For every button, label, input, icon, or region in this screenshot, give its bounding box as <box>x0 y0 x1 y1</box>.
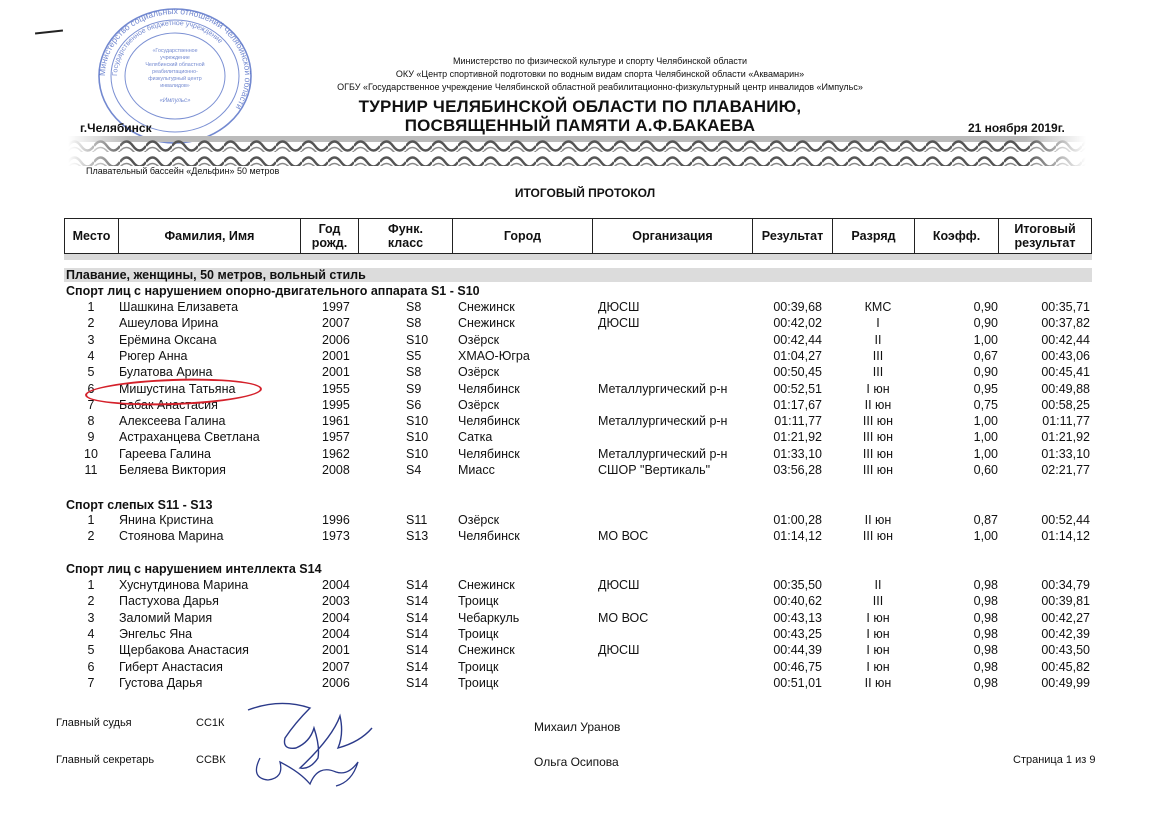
cell-final: 00:42,39 <box>1041 626 1090 641</box>
cell-cls: S14 <box>406 578 429 592</box>
cell-final: 00:49,99 <box>1041 675 1090 690</box>
cell-coef: 0,98 <box>973 626 998 641</box>
cell-rank: I <box>876 316 880 331</box>
judge-label: Главный судья <box>56 717 132 729</box>
col-org: Организация <box>593 219 753 253</box>
col-final-l2: результат <box>1014 236 1076 250</box>
cell-rank: I юн <box>866 610 890 625</box>
cell-coef: 0,60 <box>973 463 998 477</box>
cell-name: Шашкина Елизавета <box>119 300 239 314</box>
judge-category: СС1К <box>196 717 225 729</box>
protocol-title: ИТОГОВЫЙ ПРОТОКОЛ <box>514 186 656 200</box>
group-title: Спорт лиц с нарушением опорно-двигательного аппарата S1 - S10 <box>66 284 480 298</box>
cell-cls: S10 <box>406 430 429 445</box>
cell-coef: 0,98 <box>973 643 998 658</box>
cell-year: 1955 <box>322 381 350 396</box>
center-line: ОКУ «Центр спортивной подготовки по водным видам спорта Челябинской области «Аквамарин» <box>395 69 805 79</box>
cell-result: 01:14,12 <box>773 529 822 544</box>
col-name: Фамилия, Имя <box>119 219 301 253</box>
cell-org: Металлургический р-н <box>598 414 728 429</box>
cell-cls: S8 <box>406 316 422 331</box>
cell-coef: 0,98 <box>973 578 998 592</box>
table-row <box>64 463 1104 479</box>
cell-result: 01:00,28 <box>773 513 822 527</box>
cell-final: 01:33,10 <box>1041 446 1090 461</box>
cell-city: Снежинск <box>458 316 515 331</box>
cell-rank: III <box>872 594 884 609</box>
cell-year: 1957 <box>322 430 350 445</box>
cell-year: 2007 <box>322 316 350 331</box>
cell-city: Озёрск <box>458 365 500 380</box>
col-place: Место <box>65 219 119 253</box>
cell-result: 01:17,67 <box>773 397 822 412</box>
table-row <box>64 349 1104 365</box>
cell-year: 1973 <box>322 529 350 544</box>
cell-rank: I юн <box>866 381 890 396</box>
col-final-l1: Итоговый <box>1014 222 1076 236</box>
cell-result: 00:39,68 <box>773 300 822 314</box>
cell-place: 2 <box>87 529 95 544</box>
cell-coef: 1,00 <box>973 430 998 445</box>
cell-name: Беляева Виктория <box>119 463 226 477</box>
stamp-inner-text: Государственное бюджетное учреждение <box>111 19 224 77</box>
col-year-l1: Год <box>318 222 341 236</box>
cell-coef: 0,98 <box>973 610 998 625</box>
cell-coef: 0,90 <box>973 316 998 331</box>
cell-org: Металлургический р-н <box>598 446 728 461</box>
margin-mark <box>35 30 63 35</box>
cell-city: Снежинск <box>458 300 515 314</box>
cell-result: 01:21,92 <box>773 430 822 445</box>
cell-rank: I юн <box>866 659 890 674</box>
cell-place: 6 <box>87 381 95 396</box>
cell-coef: 0,95 <box>973 381 998 396</box>
table-row <box>64 611 1104 627</box>
cell-year: 2001 <box>322 365 350 380</box>
cell-org: СШОР "Вертикаль" <box>598 463 711 477</box>
table-row <box>64 513 1104 529</box>
cell-place: 4 <box>87 348 95 363</box>
cell-name: Густова Дарья <box>119 675 203 690</box>
cell-year: 1995 <box>322 397 350 412</box>
cell-city: Озёрск <box>458 332 500 347</box>
cell-place: 3 <box>87 332 95 347</box>
cell-coef: 1,00 <box>973 446 998 461</box>
cell-place: 1 <box>87 513 95 527</box>
cell-name: Хуснутдинова Марина <box>119 578 249 592</box>
stamp-center-line: реабилитационно- <box>152 69 198 75</box>
cell-place: 2 <box>87 316 95 331</box>
cell-year: 2001 <box>322 348 350 363</box>
table-row <box>64 333 1104 349</box>
cell-rank: II <box>874 578 882 592</box>
cell-result: 00:43,25 <box>773 626 822 641</box>
cell-rank: КМС <box>864 300 892 314</box>
cell-year: 2007 <box>322 659 350 674</box>
cell-cls: S4 <box>406 463 422 477</box>
cell-year: 1997 <box>322 300 350 314</box>
col-final <box>999 219 1091 253</box>
cell-coef: 0,67 <box>973 348 998 363</box>
cell-org: Металлургический р-н <box>598 381 728 396</box>
cell-org: ДЮСШ <box>598 578 640 592</box>
cell-coef: 1,00 <box>973 332 998 347</box>
cell-place: 7 <box>87 397 95 412</box>
cell-coef: 1,00 <box>973 529 998 544</box>
cell-name: Заломий Мария <box>119 610 213 625</box>
table-row <box>64 676 1104 692</box>
cell-place: 1 <box>87 300 95 314</box>
stamp-outer-text: Министерство социальных отношений Челябинской области <box>96 6 254 112</box>
cell-coef: 0,90 <box>973 365 998 380</box>
cell-year: 2006 <box>322 332 350 347</box>
cell-place: 9 <box>87 430 95 445</box>
stamp-center-line: «Государственное <box>152 48 198 54</box>
cell-place: 5 <box>87 365 95 380</box>
cell-cls: S8 <box>406 300 422 314</box>
cell-cls: S5 <box>406 348 422 363</box>
group-title: Спорт слепых S11 - S13 <box>66 498 213 512</box>
cell-place: 8 <box>87 414 95 429</box>
col-result: Результат <box>753 219 833 253</box>
cell-result: 00:50,45 <box>773 365 822 380</box>
cell-rank: III юн <box>862 414 894 429</box>
cell-cls: S14 <box>406 675 429 690</box>
city-label: г.Челябинск <box>80 121 152 135</box>
cell-org: ДЮСШ <box>598 300 640 314</box>
col-city: Город <box>453 219 593 253</box>
cell-coef: 0,98 <box>973 594 998 609</box>
col-class <box>359 219 453 253</box>
table-header <box>64 218 1092 254</box>
cell-place: 7 <box>87 675 95 690</box>
wave-banner <box>68 136 1086 168</box>
cell-rank: III юн <box>862 463 894 477</box>
cell-result: 00:43,13 <box>773 610 822 625</box>
table-row <box>64 578 1104 594</box>
cell-result: 00:42,44 <box>773 332 822 347</box>
cell-result: 03:56,28 <box>773 463 822 477</box>
cell-coef: 0,90 <box>973 300 998 314</box>
cell-year: 2003 <box>322 594 350 609</box>
cell-final: 00:52,44 <box>1041 513 1090 527</box>
cell-place: 6 <box>87 659 95 674</box>
cell-final: 00:49,88 <box>1041 381 1090 396</box>
cell-final: 00:34,79 <box>1041 578 1090 592</box>
cell-city: Челябинск <box>458 381 520 396</box>
cell-final: 00:39,81 <box>1041 594 1090 609</box>
cell-city: Челябинск <box>458 414 520 429</box>
table-row <box>64 316 1104 332</box>
cell-name: Мишустина Татьяна <box>119 381 236 396</box>
table-row <box>64 430 1104 446</box>
cell-place: 11 <box>84 463 98 477</box>
cell-final: 00:43,50 <box>1041 643 1090 658</box>
cell-name: Ашеулова Ирина <box>119 316 219 331</box>
cell-city: Челябинск <box>458 529 520 544</box>
cell-name: Янина Кристина <box>119 513 214 527</box>
cell-name: Гиберт Анастасия <box>119 659 223 674</box>
cell-place: 3 <box>87 610 95 625</box>
title-line-1: ТУРНИР ЧЕЛЯБИНСКОЙ ОБЛАСТИ ПО ПЛАВАНИЮ, <box>358 97 802 116</box>
cell-place: 5 <box>87 643 95 658</box>
cell-rank: I юн <box>866 643 890 658</box>
cell-city: Миасс <box>458 463 495 477</box>
cell-cls: S13 <box>406 529 429 544</box>
cell-org: МО ВОС <box>598 529 649 544</box>
secretary-label: Главный секретарь <box>56 754 155 766</box>
cell-cls: S10 <box>406 332 429 347</box>
cell-final: 00:45,82 <box>1041 659 1090 674</box>
judge-name: Михаил Уранов <box>534 720 621 734</box>
cell-city: Троицк <box>458 675 499 690</box>
cell-cls: S11 <box>406 513 428 527</box>
cell-org: ДЮСШ <box>598 316 640 331</box>
cell-final: 00:42,27 <box>1041 610 1090 625</box>
cell-final: 00:43,06 <box>1041 348 1090 363</box>
cell-name: Энгельс Яна <box>119 626 193 641</box>
cell-cls: S10 <box>406 446 429 461</box>
col-rank: Разряд <box>833 219 915 253</box>
cell-rank: III юн <box>862 529 894 544</box>
cell-city: Снежинск <box>458 643 515 658</box>
ministry-line: Министерство по физической культуре и спорту Челябинской области <box>453 56 747 66</box>
table-row <box>64 447 1104 463</box>
table-row <box>64 594 1104 610</box>
cell-cls: S14 <box>406 659 429 674</box>
secretary-name: Ольга Осипова <box>534 755 619 769</box>
cell-rank: III <box>872 365 884 380</box>
date-label: 21 ноября 2019г. <box>968 121 1065 135</box>
cell-cls: S14 <box>406 610 429 625</box>
cell-coef: 0,75 <box>973 397 998 412</box>
event-title: Плавание, женщины, 50 метров, вольный стиль <box>66 268 366 282</box>
cell-name: Пастухова Дарья <box>119 594 219 609</box>
cell-year: 2008 <box>322 463 350 477</box>
stamp-center-line: «Импульс» <box>159 98 191 104</box>
cell-result: 00:46,75 <box>773 659 822 674</box>
cell-rank: III юн <box>862 446 894 461</box>
cell-coef: 0,87 <box>973 513 998 527</box>
title-line-2: ПОСВЯЩЕННЫЙ ПАМЯТИ А.Ф.БАКАЕВА <box>404 116 756 135</box>
stamp-center-line: физкультурный центр <box>148 76 202 82</box>
cell-result: 01:04,27 <box>773 348 822 363</box>
cell-place: 1 <box>87 578 95 592</box>
cell-result: 00:51,01 <box>773 675 822 690</box>
cell-final: 00:45,41 <box>1041 365 1090 380</box>
cell-final: 00:42,44 <box>1041 332 1090 347</box>
cell-cls: S6 <box>406 397 422 412</box>
stamp-center-line: инвалидов» <box>160 83 190 89</box>
cell-year: 1961 <box>322 414 350 429</box>
table-row <box>64 414 1104 430</box>
cell-city: Троицк <box>458 659 499 674</box>
cell-result: 00:52,51 <box>773 381 822 396</box>
cell-rank: II <box>874 332 882 347</box>
tournament-title <box>330 97 830 135</box>
cell-rank: III <box>872 348 884 363</box>
cell-org: ДЮСШ <box>598 643 640 658</box>
cell-name: Астраханцева Светлана <box>119 430 260 445</box>
cell-cls: S9 <box>406 381 422 396</box>
signature-scribble <box>240 698 380 788</box>
cell-result: 01:11,77 <box>774 414 822 429</box>
cell-rank: II юн <box>864 675 892 690</box>
cell-city: Чебаркуль <box>458 610 520 625</box>
cell-result: 00:35,50 <box>773 578 822 592</box>
cell-coef: 0,98 <box>973 675 998 690</box>
cell-org: МО ВОС <box>598 610 649 625</box>
cell-city: Озёрск <box>458 513 500 527</box>
cell-year: 2004 <box>322 578 350 592</box>
cell-cls: S10 <box>406 414 429 429</box>
cell-name: Гареева Галина <box>119 446 211 461</box>
cell-coef: 0,98 <box>973 659 998 674</box>
stamp-center-line: Челябинский областной <box>145 62 205 68</box>
cell-final: 01:21,92 <box>1041 430 1090 445</box>
cell-city: Снежинск <box>458 578 515 592</box>
cell-cls: S14 <box>406 643 429 658</box>
cell-year: 1962 <box>322 446 350 461</box>
cell-name: Алексеева Галина <box>119 414 226 429</box>
page-number: Страница 1 из 9 <box>1013 754 1096 766</box>
cell-final: 00:35,71 <box>1041 300 1090 314</box>
cell-city: Сатка <box>458 430 493 445</box>
table-row <box>64 643 1104 659</box>
stamp-center-line: учреждение <box>160 55 190 61</box>
table-row <box>64 300 1104 316</box>
cell-final: 00:58,25 <box>1041 397 1090 412</box>
cell-name: Рюгер Анна <box>119 348 188 363</box>
col-year <box>301 219 359 253</box>
header-shadow <box>64 254 1092 260</box>
table-row <box>64 660 1104 676</box>
cell-cls: S14 <box>406 594 429 609</box>
cell-year: 2006 <box>322 675 350 690</box>
cell-final: 01:14,12 <box>1041 529 1090 544</box>
cell-name: Бабак Анастасия <box>119 397 218 412</box>
cell-year: 2001 <box>322 643 350 658</box>
cell-city: ХМАО-Югра <box>458 348 530 363</box>
cell-result: 00:44,39 <box>773 643 822 658</box>
cell-name: Щербакова Анастасия <box>119 643 249 658</box>
cell-rank: III юн <box>862 430 894 445</box>
cell-year: 1996 <box>322 513 350 527</box>
cell-result: 01:33,10 <box>773 446 822 461</box>
cell-rank: II юн <box>864 397 892 412</box>
cell-city: Троицк <box>458 626 499 641</box>
cell-city: Троицк <box>458 594 499 609</box>
cell-name: Булатова Арина <box>119 365 213 380</box>
table-row <box>64 627 1104 643</box>
cell-place: 10 <box>84 446 98 461</box>
cell-final: 01:11,77 <box>1042 414 1090 429</box>
cell-place: 2 <box>87 594 95 609</box>
col-coef: Коэфф. <box>915 219 999 253</box>
pool-label: Плавательный бассейн «Дельфин» 50 метров <box>86 166 280 176</box>
cell-rank: II юн <box>864 513 892 527</box>
cell-place: 4 <box>87 626 95 641</box>
cell-year: 2004 <box>322 626 350 641</box>
cell-rank: I юн <box>866 626 890 641</box>
cell-year: 2004 <box>322 610 350 625</box>
cell-cls: S8 <box>406 365 422 380</box>
cell-name: Ерёмина Оксана <box>119 332 217 347</box>
col-year-l2: рожд. <box>311 236 348 250</box>
secretary-category: ССВК <box>196 754 226 766</box>
cell-name: Стоянова Марина <box>119 529 224 544</box>
cell-city: Озёрск <box>458 397 500 412</box>
cell-result: 00:42,02 <box>773 316 822 331</box>
cell-coef: 1,00 <box>973 414 998 429</box>
cell-result: 00:40,62 <box>773 594 822 609</box>
cell-final: 02:21,77 <box>1041 463 1090 477</box>
table-row <box>64 529 1104 545</box>
institution-line: ОГБУ «Государственное учреждение Челябинской областной реабилитационно-физкультурный центр инвалидов «Импульс» <box>337 82 863 92</box>
col-class-l1: Функ. <box>388 222 423 236</box>
col-class-l2: класс <box>387 236 424 250</box>
cell-cls: S14 <box>406 626 429 641</box>
cell-final: 00:37,82 <box>1041 316 1090 331</box>
cell-city: Челябинск <box>458 446 520 461</box>
group-title: Спорт лиц с нарушением интеллекта S14 <box>66 562 322 576</box>
